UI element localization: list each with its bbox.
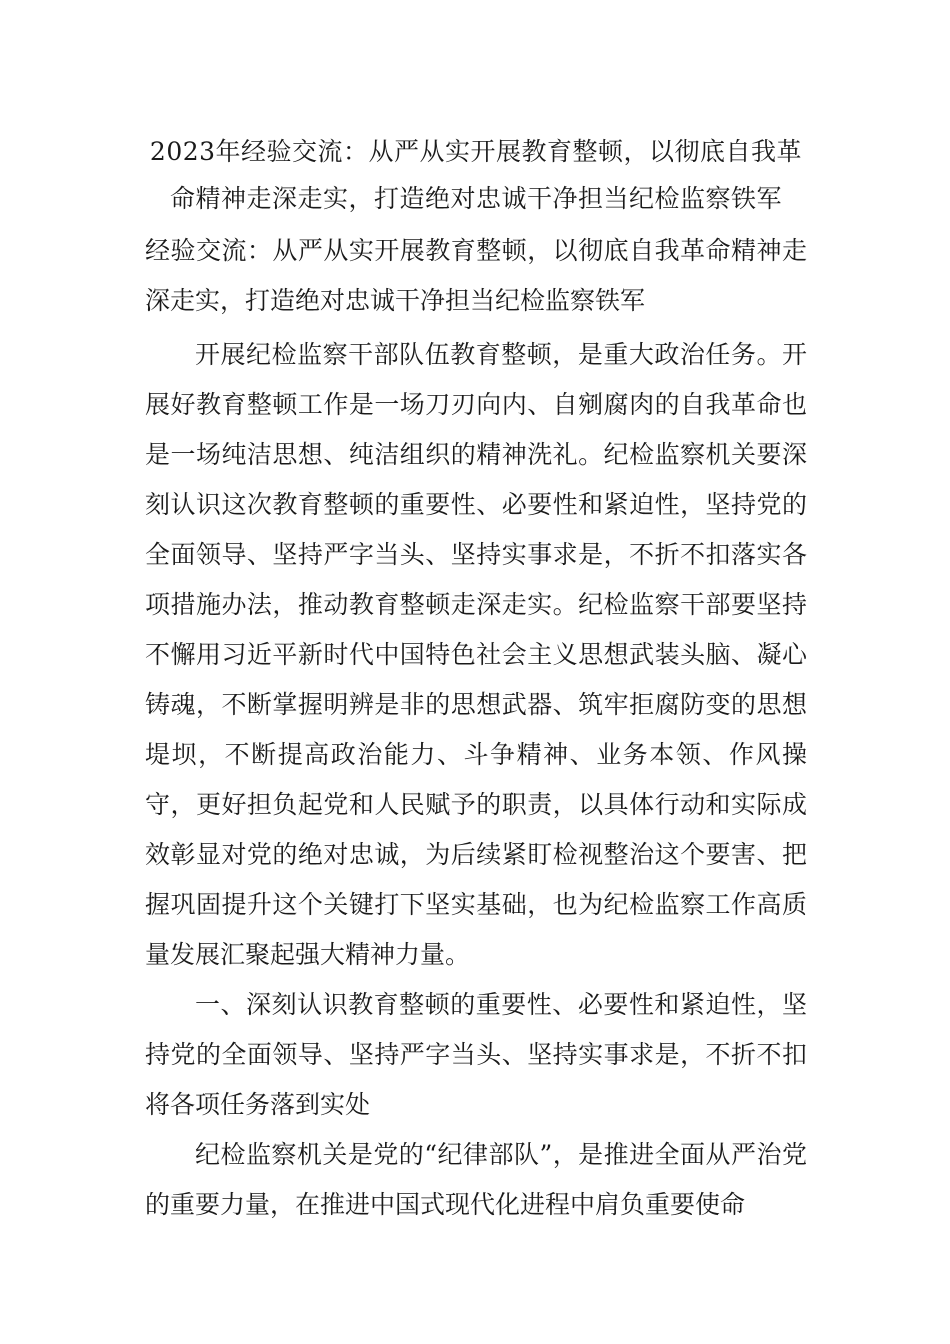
section-heading-1: 一、深刻认识教育整顿的重要性、必要性和紧迫性，坚持党的全面领导、坚持严字当头、坚持实事求是，不折不扣将各项任务落到实处 <box>145 990 807 1119</box>
document-page <box>145 128 807 1230</box>
document-subtitle: 经验交流：从严从实开展教育整顿，以彻底自我革命精神走深走实，打造绝对忠诚干净担当纪检监察铁军 <box>145 236 807 315</box>
document-title-line-2: 命精神走深走实，打造绝对忠诚干净担当纪检监察铁军 <box>169 184 782 213</box>
document-title-line-1: 2023年经验交流：从严从实开展教育整顿，以彻底自我革 <box>149 137 803 166</box>
body-paragraph-2: 纪检监察机关是党的“纪律部队”，是推进全面从严治党的重要力量，在推进中国式现代化进程中肩负重要使命 <box>145 1140 807 1219</box>
body-paragraph-1: 开展纪检监察干部队伍教育整顿，是重大政治任务。开展好教育整顿工作是一场刀刃向内、自剜腐肉的自我革命也是一场纯洁思想、纯洁组织的精神洗礼。纪检监察机关要深刻认识这次教育整顿的重要性、必要性和紧迫性，坚持党的全面领导、坚持严字当头、坚持实事求是，不折不扣落实各项措施办法，推动教育整顿走深走实。纪检监察干部要坚持不懈用习近平新时代中国特色社会主义思想武装头脑、凝心铸魂，不断掌握明辨是非的思想武器、筑牢拒腐防变的思想堤坝，不断提高政治能力、斗争精神、业务本领、作风操守，更好担负起党和人民赋予的职责，以具体行动和实际成效彰显对党的绝对忠诚，为后续紧盯检视整治这个要害、把握巩固提升这个关键打下坚实基础，也为纪检监察工作高质量发展汇聚起强大精神力量。 <box>145 340 807 969</box>
